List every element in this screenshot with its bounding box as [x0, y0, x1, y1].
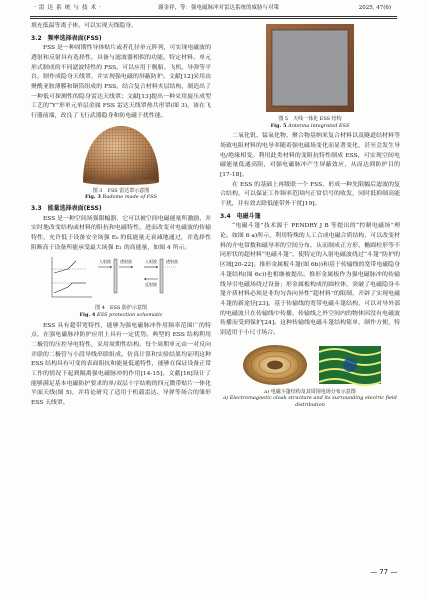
transmitted-wave-label-left: 透射波: [120, 259, 132, 265]
antenna-integrated-ess-figure: [264, 22, 356, 114]
intro-tail-paragraph: 填充低温等离子体，可以实现天线隐身。: [31, 23, 138, 29]
header-rule: [30, 16, 397, 17]
figure-5-caption: 图 5 天线一体化 ESS 结构: [278, 116, 342, 122]
ess-low-energy-panel: [98, 258, 133, 293]
fss-paragraph: FSS 是一种周期性导体贴片或者孔径单元阵列，可实现电磁波的透射和反射具有选择性，具备与滤波器相似的功能。特定材料、单元形式制成的不同滤波特性的 FSS，可以应用于舰船、飞机、导弹等平台，制作成隐身天线罩，并实现强电磁的屏蔽防护。文献[12]采用由聚酰亚胺薄膜和铜箔组成的 FSS，结合复合材料夹层结构，制造出了一种低可探测性的隐身雷达天线罩；文献[13]提出一种采用旋压成型工艺的“Y”形单元单层金属 FSS 雷达天线罩热共形罩(图 3)，该在飞行器前端，改良了飞行武器隐身和防电磁干扰性能。: [31, 45, 211, 120]
figure-3-label: Fig. 3: [84, 194, 101, 201]
journal-title: · 雷 达 系 统 与 技 术 ·: [34, 5, 102, 11]
figure-3-caption: 图 3 FSS 雷达罩示意图: [92, 187, 150, 194]
figure-5-caption-en-text: Antenna integrated ESS: [288, 122, 350, 129]
figure-5-label: Fig. 5: [270, 122, 287, 129]
section-heading-cloak: 3.4 电磁斗篷: [220, 212, 261, 220]
incident-wave-label-left: 入射波: [99, 259, 111, 265]
ess-protection-figure: [46, 253, 196, 303]
left-column: [31, 22, 211, 409]
ess-field-plot: [52, 257, 92, 297]
figure-3-caption-en: [31, 194, 211, 201]
ess-fss-cascade-paragraph: 在 ESS 的基础上再级联一个 FSS，形成一种先限幅后滤波的复合结构，可以保证工作频率范围内正常信号的收发，同时抵抑制高能干扰，并有效去除低能带外干扰[19]。: [220, 181, 400, 208]
figure-6a-caption: a) 电磁斗篷结构及其周围电场分布示意图: [264, 388, 356, 395]
incident-wave-label-right: 入射波: [145, 259, 157, 265]
header-rule-thin: [30, 18, 397, 19]
figure-6a-caption-en: a) Electromagnetic cloak structure and its surrounding electric field distribution: [223, 395, 397, 408]
figure-3-caption-en-text: Radome made of FSS: [102, 194, 157, 201]
figure-4-label: Fig. 4: [79, 311, 96, 318]
cloak-field-distribution: [319, 346, 381, 385]
electromagnetic-cloak-figure: [235, 342, 385, 388]
cloak-structure-photo: [243, 345, 307, 385]
ess-high-energy-panel: [144, 258, 178, 293]
fss-radome-figure: [75, 122, 167, 186]
varistor-materials-paragraph: 二氧化钒、锰氧化物、聚合物基纳米复合材料以及隧道结材料等场致电阻材料的电导率随着强电磁场变化而显著变化，甚至会发生导电/绝缘相变。利用此类材料的变阻抗特性制成 ESS，可实现空间电磁能量低通高阻，对强电磁脉冲产生屏蔽效应，从而达到防护目的[17-18]。: [220, 133, 400, 178]
right-column: [220, 22, 400, 409]
ess-paragraph-1: ESS 是一种空间场强限幅器，它可以被空间电磁能量所激励，并实时地改变结构或材料的阻抗和电磁特性，进而改变对电磁波的传输特性，允许低于设备安全场强 E₀ 的低能量无衰减地通过，并选择性阻断高于设备所能承受最大场强 E₁ 的高能量，如图 4 所示。: [31, 215, 211, 251]
figure-4-caption-en-text: ESS protection schematic: [97, 311, 163, 318]
section-heading-fss: 3.2 频率选择表面(FSS): [31, 34, 102, 42]
figure-4-caption-en: [31, 312, 211, 319]
section-heading-ess: 3.3 能量选择表面(ESS): [31, 205, 102, 213]
reflected-wave-label: 反射波: [145, 282, 157, 288]
ess-paragraph-2: ESS 具有超带宽特性，能够为强电磁脉冲作用频率范围广的特点，在强电磁脉冲防护应用上具有一定优势。典型的 ESS 结构利用二极管的压控导电特性，采用周期性结构，每个周期单元由一对反向并联的二极管与小段导线串联组成。仿真计算和实验结果均证明这种 ESS 结构具有可变的表面阻抗和能量低通特性，能够在保证设备正常工作的情况下起到隔离强电磁脉冲的作用[14-15]。文献[16]设计了能够满足基本电磁防护要求的单/双层十字结构的四元微带贴片一体化平面天线(图 5)，并将论研究了适用于机载雷达、导弹等场合的雏形 ESS 天线罩。: [31, 322, 211, 407]
transmitted-wave-label-right: 透射波: [166, 259, 178, 265]
cloak-paragraph: “电磁斗篷”技术源于 PENDRY J B 等提出的“控制电磁场”理论。如图 6 a)所示，利用特殊的人工合成电磁合质结构，可以改变材料的介电常数和磁导率的空间分布，从而制成正方形、椭圆柱形等不同形状的超材料“电磁斗篷”，使特定的入射电磁波绕过“斗篷”防护的区域[20-22]。推形金属板斗篷(图 6b))和基于传输线的宽带电磁隐身斗篷结构(图 6c))也相继被提出。推形金属板作为强电磁脉冲的传输线导引电磁场绕过设备；形金属板构成的圆柱体，突破了电磁隐身斗篷介质材料必须是非均匀各向异性“超材料”的限制，开辟了实现电磁斗篷的新途径[23]。基于传输线的宽带电磁斗篷结构，可以对导外部的电磁波只在传输线中传播，传输线之外空间内的物体因没有电磁波传播而受到保护[24]。这种传输线电磁斗篷结构简单，制作方便，特别适用于小尺寸场合。: [220, 223, 400, 337]
header-issue: 2025, 47(6): [358, 5, 391, 11]
running-header: [0, 0, 427, 17]
figure-4-caption: 图 4 ESS 防护示意图: [95, 305, 147, 312]
figure-5-caption-en: [220, 123, 400, 130]
page-number: — 77 —: [370, 568, 398, 576]
header-authors-title: 谢金祥，等：强电磁脉冲对雷达系统的威胁与对策: [158, 5, 280, 11]
